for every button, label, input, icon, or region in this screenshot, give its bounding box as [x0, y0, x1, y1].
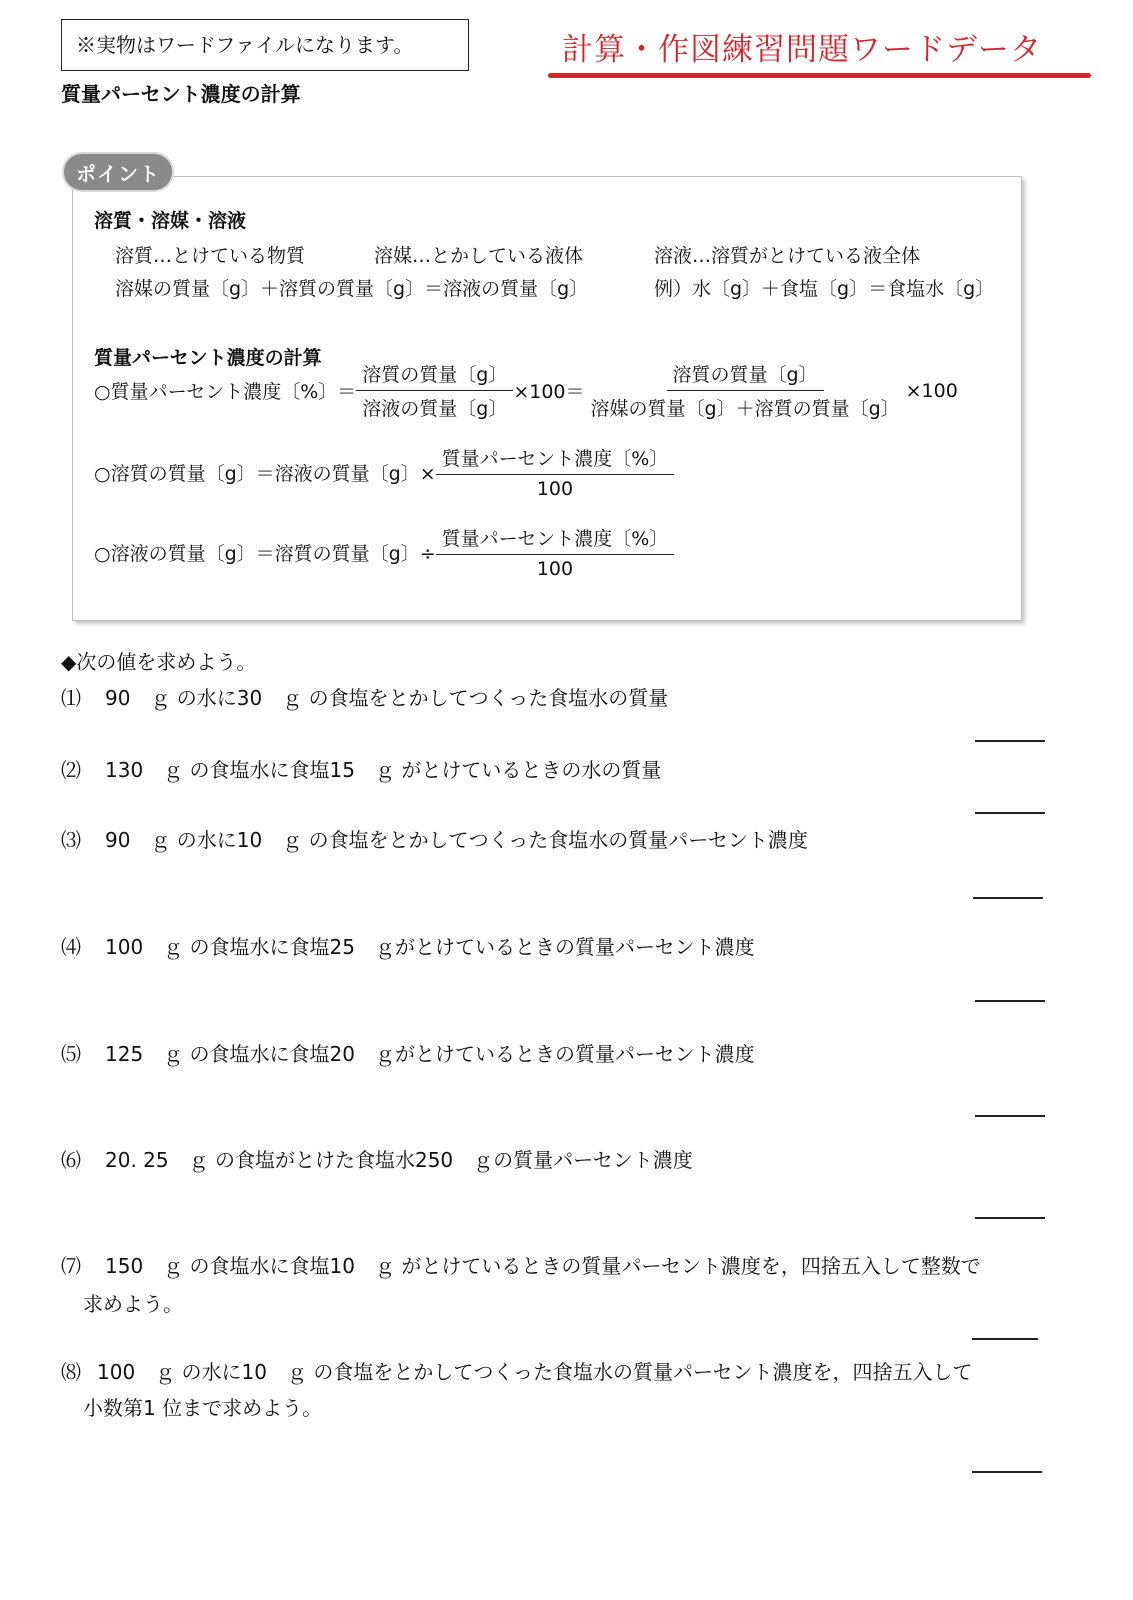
- instruction: ◆次の値を求めよう。: [61, 650, 257, 674]
- formula1-mid: ×100＝: [513, 381, 585, 403]
- formula3-fraction: [436, 524, 675, 580]
- answer-line-1[interactable]: [975, 740, 1045, 742]
- question-text: 20. 25 ｇ の食塩がとけた食塩水250 ｇの質量パーセント濃度: [105, 1148, 693, 1172]
- question-8-continued: 小数第1 位まで求めよう。: [83, 1396, 323, 1420]
- question-3: [61, 824, 808, 853]
- question-number: ⑷: [61, 935, 81, 959]
- formula1-lhs: ○質量パーセント濃度〔%〕＝: [94, 381, 357, 403]
- formula2-numerator: 質量パーセント濃度〔%〕: [436, 444, 675, 475]
- formula3-denominator: 100: [536, 558, 574, 580]
- question-2: [61, 754, 661, 783]
- question-1: [61, 682, 668, 711]
- document-title: 計算・作図練習問題ワードデータ: [562, 32, 1042, 68]
- notice-box: [61, 19, 469, 71]
- question-number: ⑴: [61, 686, 81, 710]
- question-5: [61, 1038, 755, 1067]
- answer-line-7[interactable]: [972, 1338, 1038, 1340]
- question-number: ⑹: [61, 1148, 81, 1172]
- question-number: ⑻: [61, 1360, 81, 1384]
- answer-line-3[interactable]: [973, 897, 1043, 899]
- mass-equation-example: 例）水〔g〕＋食塩〔g〕＝食塩水〔g〕: [654, 278, 995, 300]
- formula-solute-mass: [94, 444, 674, 500]
- answer-line-2[interactable]: [975, 812, 1045, 814]
- question-7: [61, 1250, 981, 1279]
- question-text: 90 ｇ の水に10 ｇ の食塩をとかしてつくった食塩水の質量パーセント濃度: [105, 828, 808, 852]
- question-text: 130 ｇ の食塩水に食塩15 ｇ がとけているときの水の質量: [105, 758, 662, 782]
- formula1-tail: ×100: [905, 379, 958, 402]
- question-4: [61, 931, 755, 960]
- mass-equation: 溶媒の質量〔g〕＋溶質の質量〔g〕＝溶液の質量〔g〕: [115, 278, 589, 300]
- formula1-denominator1: 溶液の質量〔g〕: [362, 398, 508, 420]
- formula-concentration: [94, 360, 958, 421]
- answer-line-5[interactable]: [975, 1115, 1045, 1117]
- definition-solvent: 溶媒…とかしている液体: [374, 245, 584, 267]
- formula2-lhs: ○溶質の質量〔g〕＝溶液の質量〔g〕×: [94, 462, 436, 485]
- point-badge: ポイント: [62, 152, 174, 192]
- title-underline: [548, 73, 1091, 78]
- question-8: [61, 1356, 973, 1385]
- formula2-fraction: [436, 444, 675, 500]
- formula2-denominator: 100: [536, 478, 574, 500]
- question-text: 100 ｇ の食塩水に食塩25 ｇがとけているときの質量パーセント濃度: [105, 935, 755, 959]
- formula3-lhs: ○溶液の質量〔g〕＝溶質の質量〔g〕÷: [94, 542, 436, 565]
- definition-solution: 溶液…溶質がとけている液全体: [654, 245, 921, 267]
- section-title: 質量パーセント濃度の計算: [61, 82, 301, 106]
- question-text: 125 ｇ の食塩水に食塩20 ｇがとけているときの質量パーセント濃度: [105, 1042, 755, 1066]
- formula1-denominator2: 溶媒の質量〔g〕＋溶質の質量〔g〕: [590, 398, 900, 420]
- question-text: 150 ｇ の食塩水に食塩10 ｇ がとけているときの質量パーセント濃度を，四捨五入して整数で: [105, 1254, 981, 1278]
- answer-line-4[interactable]: [975, 1000, 1045, 1002]
- formula1-numerator1: 溶質の質量〔g〕: [356, 360, 513, 391]
- notice-text: ※実物はワードファイルになります。: [76, 33, 414, 57]
- formula1-fraction2: [585, 360, 906, 421]
- question-number: ⑵: [61, 758, 81, 782]
- question-text: 100 ｇ の水に10 ｇ の食塩をとかしてつくった食塩水の質量パーセント濃度を，四捨五入して: [97, 1360, 973, 1384]
- point-heading-solute-solvent-solution: 溶質・溶媒・溶液: [94, 210, 247, 232]
- formula-solution-mass: [94, 524, 674, 580]
- formula1-numerator2: 溶質の質量〔g〕: [667, 360, 824, 391]
- question-7-continued: 求めよう。: [83, 1292, 183, 1316]
- question-text: 90 ｇ の水に30 ｇ の食塩をとかしてつくった食塩水の質量: [105, 686, 669, 710]
- answer-line-8[interactable]: [972, 1471, 1042, 1473]
- question-number: ⑸: [61, 1042, 81, 1066]
- point-heading-concentration: 質量パーセント濃度の計算: [94, 347, 322, 369]
- question-number: ⑶: [61, 828, 81, 852]
- definition-solute: 溶質…とけている物質: [115, 245, 306, 267]
- formula3-numerator: 質量パーセント濃度〔%〕: [436, 524, 675, 555]
- question-number: ⑺: [61, 1254, 81, 1278]
- formula1-fraction1: [356, 360, 513, 421]
- question-6: [61, 1144, 693, 1173]
- answer-line-6[interactable]: [975, 1217, 1045, 1219]
